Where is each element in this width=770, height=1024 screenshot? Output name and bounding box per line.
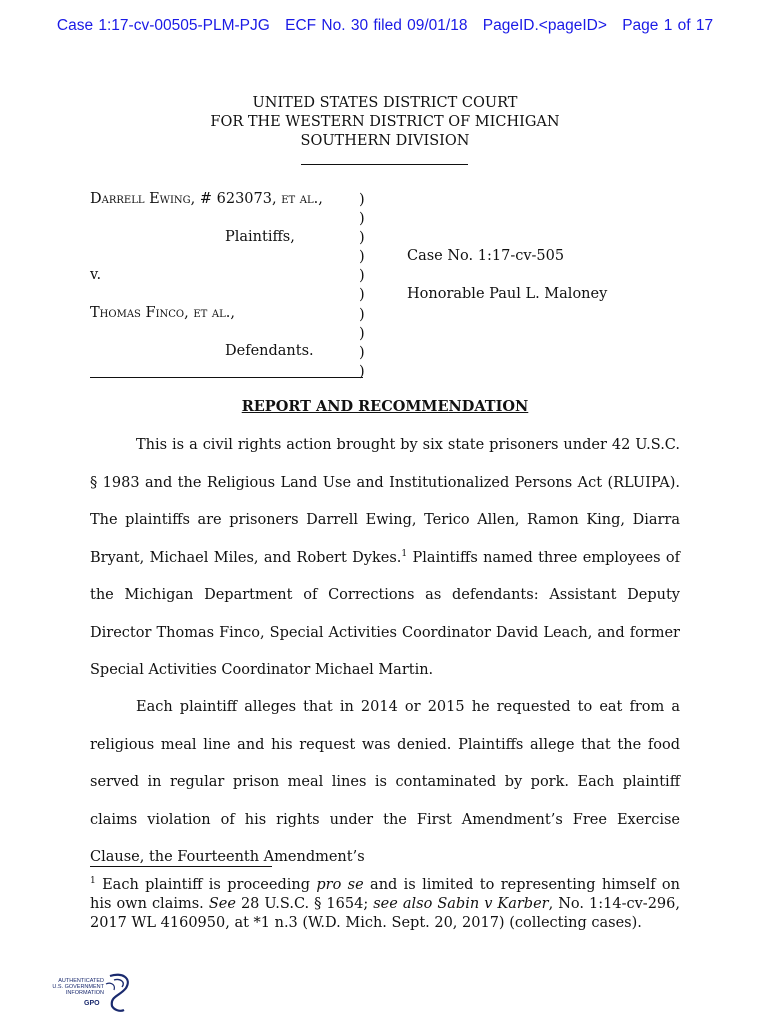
footnote-italic: see also Sabin v Karber [373,896,549,912]
paragraph-1-text-a: This is a civil rights action brought by six state prisoners under 42 U.S.C. § 1983 and the Religious Land Use and Institutionalized Persons Act (RLUIPA). The plaintiffs are prisoners Darrell Ewing, Terico Allen, Ramon King, Diarra Bryant, Michael Miles, and Robert Dykes. [90,437,680,566]
defendant-name: Thomas Finco, et al., [90,305,235,321]
plaintiff-name: Darrell Ewing, # 623073, et al., [90,191,323,207]
footnote-text: and is limited to representing himself on his own claims. [90,877,681,912]
gpo-line-1: AUTHENTICATED [58,978,104,984]
caption-rule [90,377,363,378]
versus: v. [90,267,102,283]
ecf-header [0,17,770,35]
court-line-3: SOUTHERN DIVISION [300,133,470,149]
gpo-line-3: INFORMATION [65,990,104,996]
gpo-line-2: U.S. GOVERNMENT [52,984,104,990]
gpo-mark: GPO [84,1000,100,1007]
footnote-text: , No. 1:14-cv-296, 2017 WL 4160950, at *1 n.3 (W.D. Mich. Sept. 20, 2017) (collecting cases). [90,896,680,931]
page-id: PageID.<pageID> [482,17,607,34]
footnote-rule [90,866,272,867]
court-line-1: UNITED STATES DISTRICT COURT [252,95,518,111]
body-paragraph-1 [90,427,680,690]
footnote-text: Each plaintiff is proceeding [95,877,317,893]
gpo-authentication-text [40,978,104,996]
footnote-ref-1[interactable]: 1 [401,548,408,559]
footnote-italic: See [208,896,236,912]
court-rule [301,164,468,165]
case-number: Case No. 1:17-cv-505 [407,248,565,264]
caption-parentheses: ) ) ) ) ) ) ) ) ) ) [359,192,365,380]
plaintiffs-label: Plaintiffs, [225,229,295,245]
defendants-label: Defendants. [225,343,314,359]
footnote-text: 28 U.S.C. § 1654; [235,896,374,912]
paragraph-1-text-b: Plaintiffs named three employees of the Michigan Department of Corrections as defendants: Assistant Deputy Director Thomas Finco, Special Activities Coordinator David Leach, and former Special Activities Coordinator Michael Martin. [90,549,680,678]
page-number: Page 1 of 17 [622,17,714,34]
ecf-filing: ECF No. 30 filed 09/01/18 [285,17,468,34]
footnote-number: 1 [90,876,96,887]
footnote-italic: pro se [316,877,364,893]
document-title: REPORT AND RECOMMENDATION [241,398,529,415]
footnote-1 [90,876,680,933]
judge-name: Honorable Paul L. Maloney [407,286,608,302]
body-paragraph-2: Each plaintiff alleges that in 2014 or 2015 he requested to eat from a religious meal line and his request was denied. Plaintiffs allege that the food served in regular prison meal lines is contaminated by pork. Each plaintiff claims violation of his rights under the First Amendment’s Free Exercise Clause, the Fourteenth Amendment’s [90,699,680,865]
court-line-2: FOR THE WESTERN DISTRICT OF MICHIGAN [210,114,560,130]
court-heading [0,94,770,151]
case-number-header: Case 1:17-cv-00505-PLM-PJG [56,17,270,34]
